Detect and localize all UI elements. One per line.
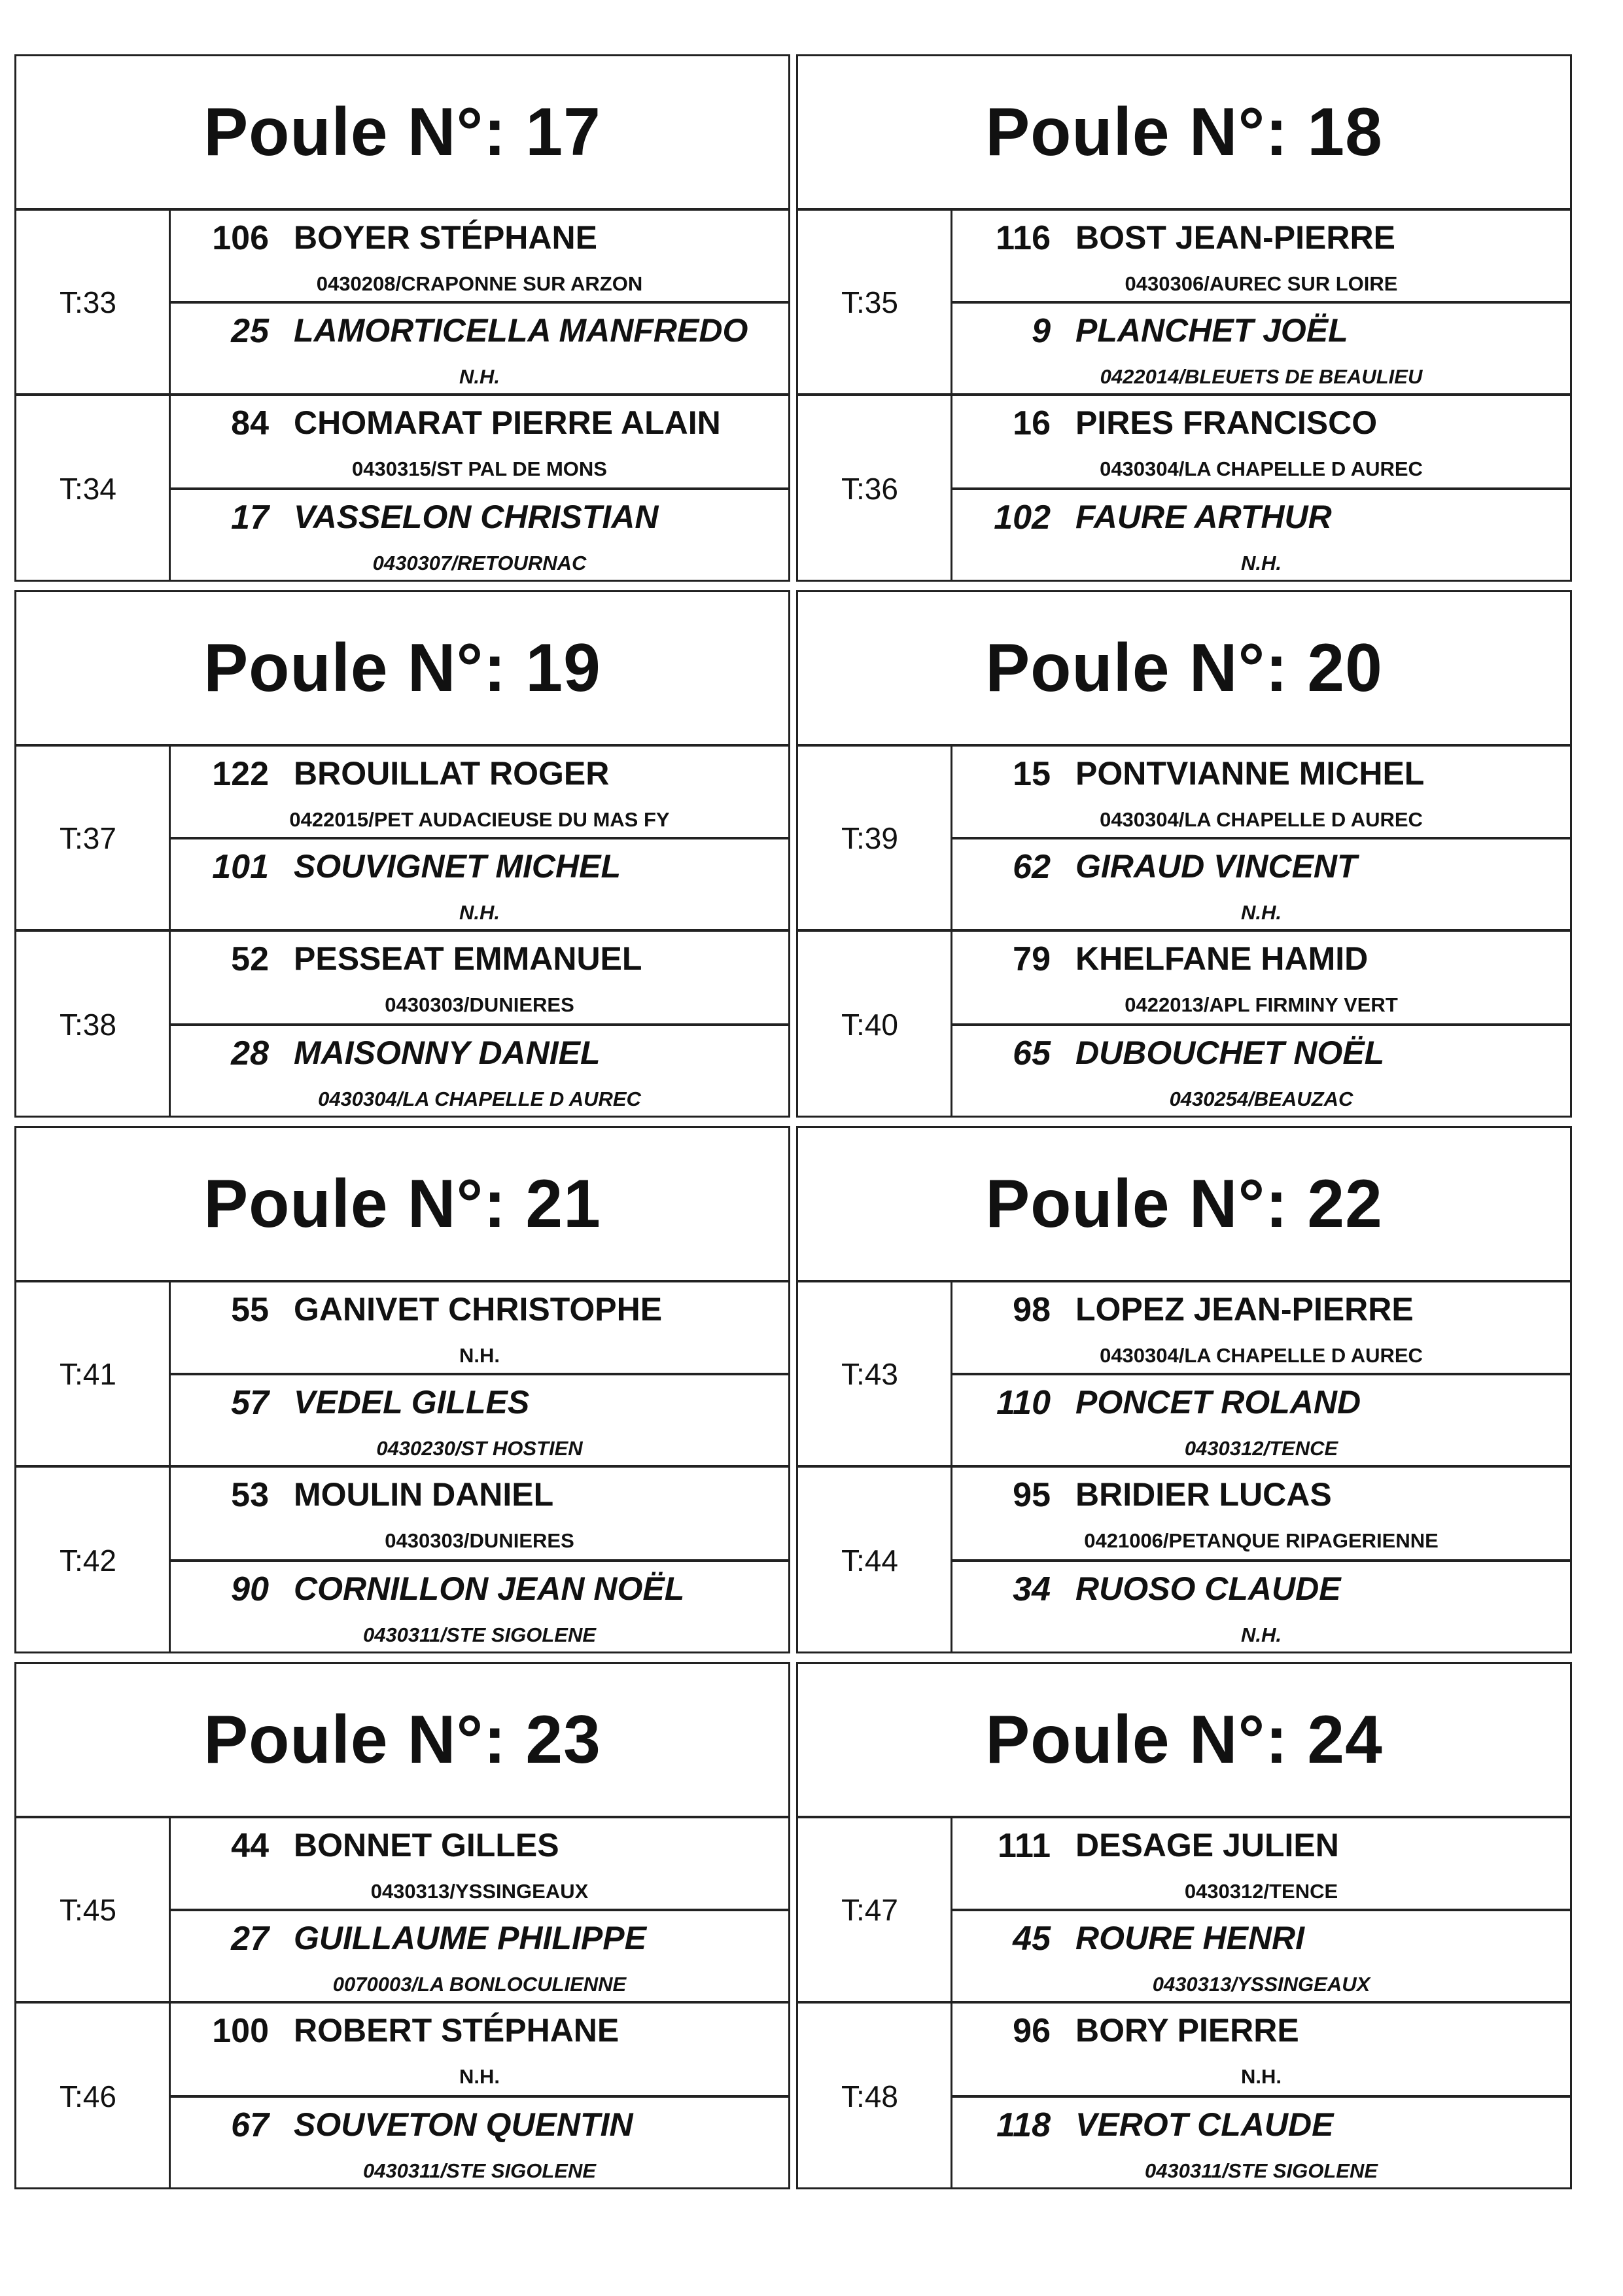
players (952, 1468, 1570, 1653)
player-entry (171, 301, 788, 394)
match-row (16, 932, 788, 1117)
player-name: PLANCHET JOËL (1075, 311, 1348, 349)
players (952, 747, 1570, 929)
player-number: 9 (1032, 311, 1051, 350)
player-name: BORY PIERRE (1075, 2012, 1299, 2049)
player-club: N.H. (459, 1344, 500, 1367)
poule-block (796, 1662, 1572, 2189)
player-number: 55 (231, 1291, 269, 1329)
table-label: T:41 (16, 1282, 171, 1465)
match-row (16, 1282, 788, 1468)
table-label: T:48 (798, 2004, 952, 2189)
match-row (16, 211, 788, 396)
player-number: 34 (1013, 1570, 1051, 1608)
player-name: MAISONNY DANIEL (294, 1034, 601, 1071)
player-club: 0070003/LA BONLOCULIENNE (332, 1972, 627, 1996)
poule-title: Poule N°: 24 (985, 1701, 1383, 1778)
player-club: N.H. (459, 900, 500, 924)
player-entry (171, 837, 788, 930)
player-number: 53 (231, 1476, 269, 1514)
poule-header (16, 1128, 788, 1282)
players (171, 396, 788, 581)
player-entry (171, 1818, 788, 1909)
player-name: LOPEZ JEAN-PIERRE (1075, 1291, 1414, 1328)
player-name: FAURE ARTHUR (1075, 498, 1332, 535)
poule-header (16, 1664, 788, 1818)
players (952, 932, 1570, 1117)
players (171, 2004, 788, 2189)
player-entry (171, 747, 788, 837)
player-entry (171, 1282, 788, 1373)
match-row (16, 747, 788, 932)
player-number: 122 (212, 755, 269, 793)
poule-header (798, 1664, 1570, 1818)
player-name: DUBOUCHET NOËL (1075, 1034, 1385, 1071)
player-club: 0430306/AUREC SUR LOIRE (1125, 272, 1398, 295)
match-row (798, 1818, 1570, 2004)
players (952, 211, 1570, 393)
player-number: 116 (996, 219, 1051, 257)
player-entry (171, 1468, 788, 1559)
player-entry (952, 1909, 1570, 2002)
player-entry (952, 301, 1570, 394)
player-entry (952, 1282, 1570, 1373)
player-club: N.H. (459, 364, 500, 388)
player-name: VEROT CLAUDE (1075, 2106, 1334, 2143)
player-name: PIRES FRANCISCO (1075, 404, 1378, 441)
player-number: 95 (1013, 1476, 1051, 1514)
player-entry (952, 1559, 1570, 1653)
player-name: GUILLAUME PHILIPPE (294, 1919, 646, 1956)
player-name: PESSEAT EMMANUEL (294, 940, 642, 977)
players (171, 747, 788, 929)
player-name: BOST JEAN-PIERRE (1075, 219, 1395, 256)
player-number: 25 (231, 311, 269, 350)
table-label: T:45 (16, 1818, 171, 2001)
poule-title: Poule N°: 23 (203, 1701, 601, 1778)
player-club: 0430304/LA CHAPELLE D AUREC (1100, 1344, 1423, 1367)
poule-title: Poule N°: 19 (203, 629, 601, 706)
player-number: 101 (212, 847, 269, 886)
player-name: KHELFANE HAMID (1075, 940, 1369, 977)
players (952, 396, 1570, 581)
player-club: 0422013/APL FIRMINY VERT (1125, 993, 1398, 1016)
poule-header (16, 592, 788, 747)
player-entry (952, 487, 1570, 582)
players (952, 1282, 1570, 1465)
player-entry (171, 2004, 788, 2095)
player-entry (952, 1468, 1570, 1559)
player-name: SOUVIGNET MICHEL (294, 847, 621, 885)
players (952, 2004, 1570, 2189)
table-label: T:47 (798, 1818, 952, 2001)
player-number: 79 (1013, 940, 1051, 978)
table-label: T:39 (798, 747, 952, 929)
player-club: 0430208/CRAPONNE SUR ARZON (316, 272, 643, 295)
player-number: 57 (231, 1383, 269, 1422)
player-club: 0430315/ST PAL DE MONS (352, 457, 607, 480)
player-club: 0430230/ST HOSTIEN (376, 1436, 583, 1460)
player-name: CORNILLON JEAN NOËL (294, 1570, 685, 1607)
player-number: 28 (231, 1034, 269, 1072)
player-club: 0430304/LA CHAPELLE D AUREC (318, 1087, 641, 1110)
player-name: GANIVET CHRISTOPHE (294, 1291, 663, 1328)
player-entry (952, 837, 1570, 930)
player-club: N.H. (1241, 551, 1282, 574)
player-number: 84 (231, 404, 269, 442)
player-entry (952, 211, 1570, 301)
player-name: GIRAUD VINCENT (1075, 847, 1357, 885)
match-row (798, 2004, 1570, 2189)
player-entry (952, 2095, 1570, 2189)
player-number: 52 (231, 940, 269, 978)
player-number: 96 (1013, 2012, 1051, 2050)
player-entry (171, 211, 788, 301)
player-club: N.H. (459, 2065, 500, 2088)
poule-block (796, 54, 1572, 582)
player-number: 62 (1013, 847, 1051, 886)
player-club: 0430313/YSSINGEAUX (370, 1880, 589, 1903)
player-name: MOULIN DANIEL (294, 1476, 554, 1513)
players (171, 211, 788, 393)
poule-block (14, 54, 790, 582)
match-row (16, 1468, 788, 1653)
poule-block (14, 1662, 790, 2189)
player-number: 67 (231, 2106, 269, 2144)
player-number: 15 (1013, 755, 1051, 793)
player-club: N.H. (1241, 2065, 1282, 2088)
player-club: 0430313/YSSINGEAUX (1152, 1972, 1370, 1996)
player-club: 0430304/LA CHAPELLE D AUREC (1100, 457, 1423, 480)
player-number: 111 (997, 1827, 1051, 1865)
player-name: PONCET ROLAND (1075, 1383, 1361, 1421)
player-club: N.H. (1241, 1623, 1282, 1646)
player-club: 0421006/PETANQUE RIPAGERIENNE (1084, 1529, 1439, 1552)
match-row (798, 1282, 1570, 1468)
player-name: VASSELON CHRISTIAN (294, 498, 659, 535)
player-number: 65 (1013, 1034, 1051, 1072)
player-number: 118 (996, 2106, 1051, 2144)
player-entry (952, 1023, 1570, 1118)
player-number: 110 (996, 1383, 1051, 1422)
player-entry (952, 2004, 1570, 2095)
match-row (16, 396, 788, 581)
player-entry (171, 932, 788, 1023)
table-label: T:44 (798, 1468, 952, 1653)
player-entry (952, 1373, 1570, 1466)
player-club: 0430303/DUNIERES (385, 1529, 574, 1552)
player-name: SOUVETON QUENTIN (294, 2106, 633, 2143)
player-entry (171, 396, 788, 487)
player-entry (171, 487, 788, 582)
player-club: 0430312/TENCE (1184, 1436, 1338, 1460)
player-club: 0422015/PET AUDACIEUSE DU MAS FY (289, 808, 670, 831)
player-name: ROBERT STÉPHANE (294, 2012, 620, 2049)
player-name: CHOMARAT PIERRE ALAIN (294, 404, 721, 441)
players (171, 1468, 788, 1653)
poule-block (14, 1126, 790, 1653)
player-name: LAMORTICELLA MANFREDO (294, 311, 748, 349)
player-entry (171, 1559, 788, 1653)
table-label: T:34 (16, 396, 171, 581)
player-entry (171, 1373, 788, 1466)
poule-block (14, 590, 790, 1118)
player-entry (952, 932, 1570, 1023)
player-club: 0430311/STE SIGOLENE (1144, 2159, 1378, 2182)
player-number: 27 (231, 1919, 269, 1958)
match-row (798, 396, 1570, 581)
players (171, 1282, 788, 1465)
player-entry (952, 396, 1570, 487)
player-name: DESAGE JULIEN (1075, 1827, 1339, 1863)
player-club: 0430304/LA CHAPELLE D AUREC (1100, 808, 1423, 831)
player-number: 98 (1013, 1291, 1051, 1329)
player-number: 16 (1013, 404, 1051, 442)
table-label: T:37 (16, 747, 171, 929)
players (171, 1818, 788, 2001)
player-number: 90 (231, 1570, 269, 1608)
player-club: 0430303/DUNIERES (385, 993, 574, 1016)
poule-block (796, 590, 1572, 1118)
match-row (16, 2004, 788, 2189)
match-row (798, 211, 1570, 396)
players (171, 932, 788, 1117)
player-club: 0430307/RETOURNAC (372, 551, 587, 574)
player-number: 17 (231, 498, 269, 537)
table-label: T:36 (798, 396, 952, 581)
player-entry (952, 1818, 1570, 1909)
player-name: VEDEL GILLES (294, 1383, 530, 1421)
player-number: 44 (231, 1827, 269, 1865)
player-name: BONNET GILLES (294, 1827, 559, 1863)
player-name: PONTVIANNE MICHEL (1075, 755, 1425, 792)
player-club: 0430312/TENCE (1184, 1880, 1338, 1903)
player-number: 102 (994, 498, 1051, 537)
table-label: T:40 (798, 932, 952, 1117)
player-entry (171, 2095, 788, 2189)
poule-header (798, 1128, 1570, 1282)
table-label: T:43 (798, 1282, 952, 1465)
player-club: 0430254/BEAUZAC (1169, 1087, 1353, 1110)
poule-title: Poule N°: 17 (203, 94, 601, 170)
table-label: T:42 (16, 1468, 171, 1653)
player-name: BOYER STÉPHANE (294, 219, 597, 256)
poule-title: Poule N°: 22 (985, 1165, 1383, 1242)
player-number: 106 (212, 219, 269, 257)
player-name: ROURE HENRI (1075, 1919, 1305, 1956)
table-label: T:35 (798, 211, 952, 393)
player-club: N.H. (1241, 900, 1282, 924)
match-row (16, 1818, 788, 2004)
match-row (798, 932, 1570, 1117)
player-entry (171, 1023, 788, 1118)
table-label: T:46 (16, 2004, 171, 2189)
player-entry (952, 747, 1570, 837)
poule-block (796, 1126, 1572, 1653)
poule-title: Poule N°: 18 (985, 94, 1383, 170)
poule-header (16, 56, 788, 211)
player-entry (171, 1909, 788, 2002)
player-number: 45 (1013, 1919, 1051, 1958)
player-name: BRIDIER LUCAS (1075, 1476, 1332, 1513)
player-club: 0422014/BLEUETS DE BEAULIEU (1100, 364, 1423, 388)
match-row (798, 1468, 1570, 1653)
poule-title: Poule N°: 21 (203, 1165, 601, 1242)
poule-header (798, 56, 1570, 211)
player-name: BROUILLAT ROGER (294, 755, 610, 792)
player-club: 0430311/STE SIGOLENE (362, 2159, 597, 2182)
poule-header (798, 592, 1570, 747)
match-row (798, 747, 1570, 932)
table-label: T:38 (16, 932, 171, 1117)
poule-title: Poule N°: 20 (985, 629, 1383, 706)
player-number: 100 (212, 2012, 269, 2050)
table-label: T:33 (16, 211, 171, 393)
player-name: RUOSO CLAUDE (1075, 1570, 1341, 1607)
player-club: 0430311/STE SIGOLENE (362, 1623, 597, 1646)
players (952, 1818, 1570, 2001)
